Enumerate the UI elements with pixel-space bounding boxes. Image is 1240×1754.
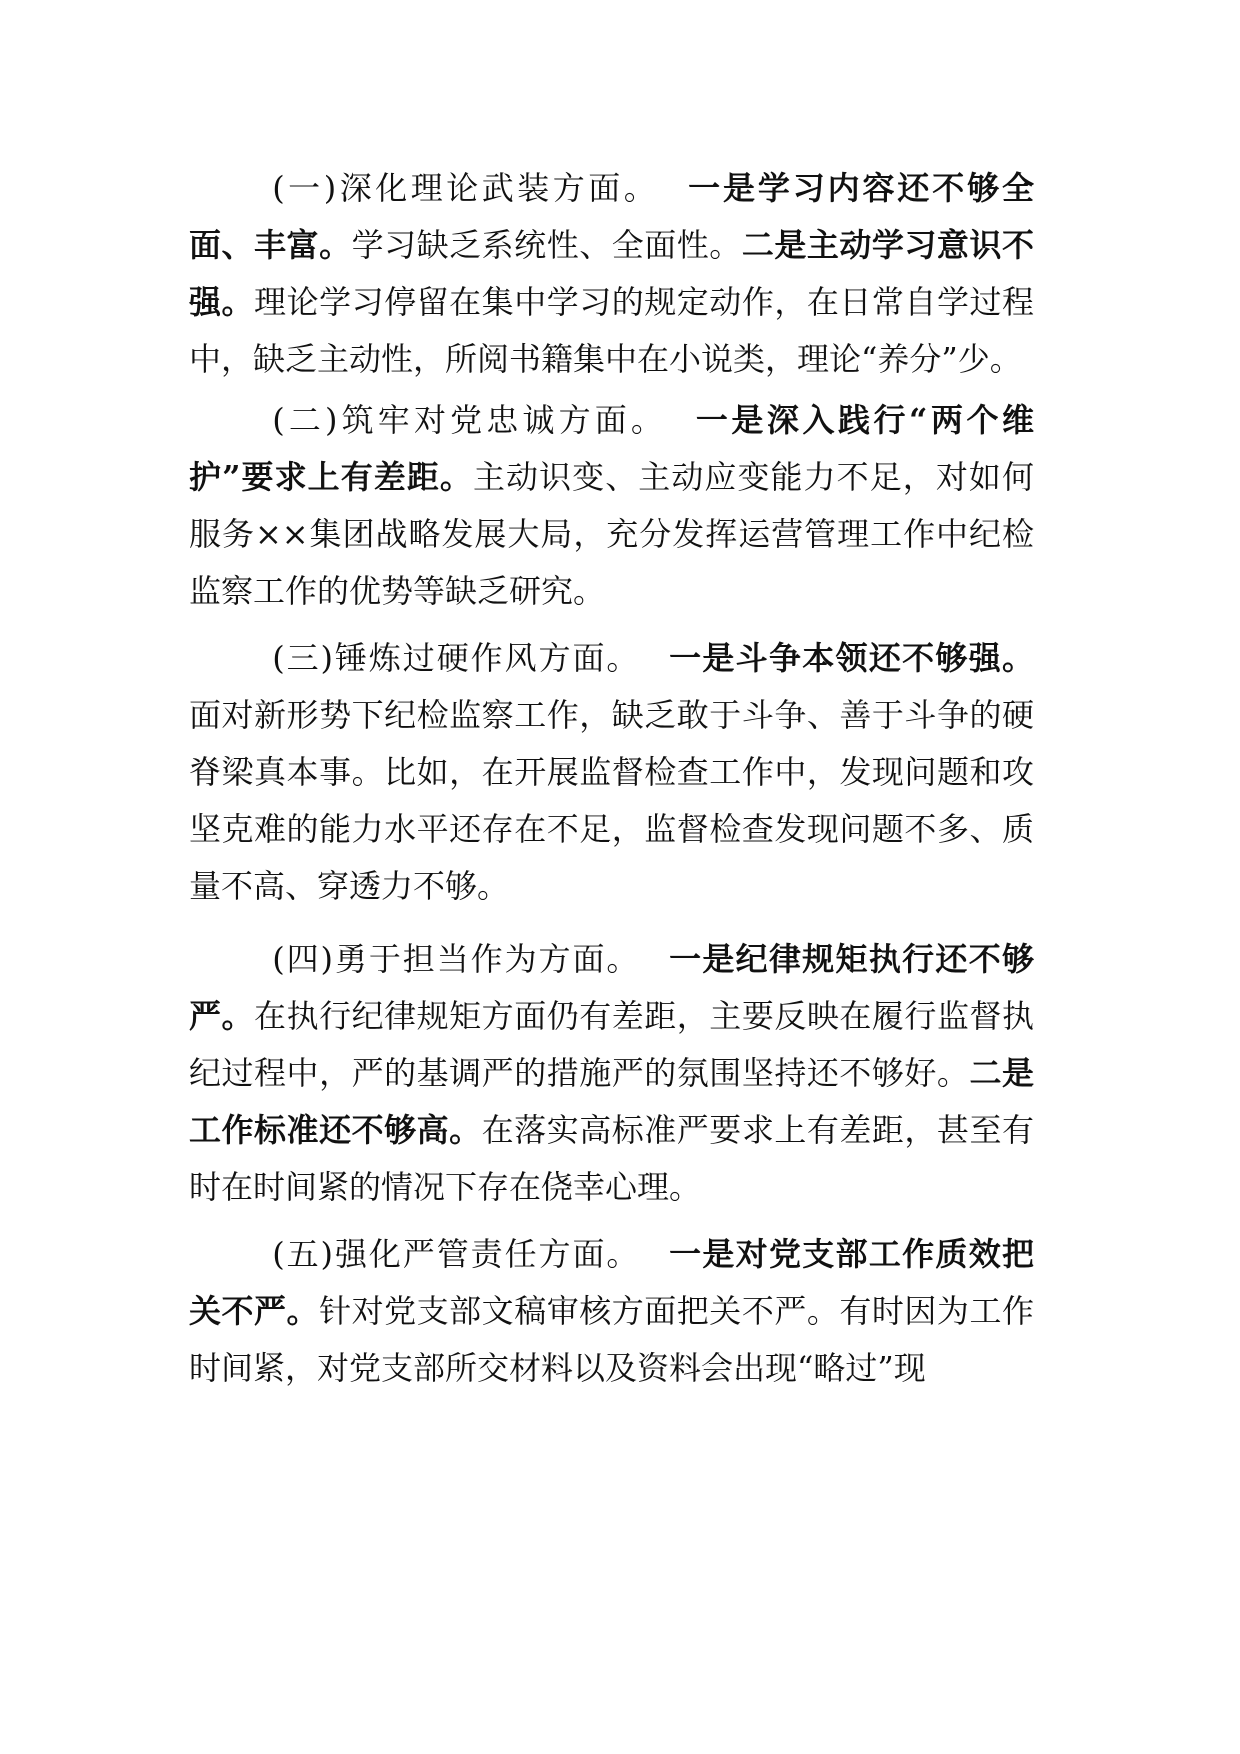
section-4-point-2-text: 在落实高标准严要求上有差距，甚至有时在时间紧的情况下存在侥幸心理。: [189, 1111, 1034, 1206]
section-2-heading: (二)筑牢对党忠诚方面。: [272, 401, 668, 439]
section-5-heading: (五)强化严管责任方面。: [272, 1235, 641, 1273]
section-4-paragraph: [189, 931, 1034, 1216]
section-5-point-1-title: 一是对党支部工作质效把关不严。: [189, 1235, 1034, 1330]
section-1-point-2-title: 二是主动学习意识不强。: [189, 226, 1034, 321]
section-3-paragraph: [189, 630, 1034, 915]
section-4-heading: (四)勇于担当作为方面。: [272, 940, 641, 978]
section-1-heading: (一)深化理论武装方面。: [272, 169, 660, 207]
section-2-point-1-text: 主动识变、主动应变能力不足，对如何服务××集团战略发展大局，充分发挥运营管理工作中纪检监察工作的优势等缺乏研究。: [189, 458, 1034, 610]
section-5-paragraph: [189, 1226, 1034, 1397]
section-5-point-1-text: 针对党支部文稿审核方面把关不严。有时因为工作时间紧，对党支部所交材料以及资料会出现“略过”现: [189, 1292, 1034, 1387]
section-3-heading: (三)锤炼过硬作风方面。: [272, 639, 641, 677]
section-2-paragraph: [189, 392, 1034, 620]
section-2-point-1-title: 一是深入践行“两个维护”要求上有差距。: [189, 401, 1034, 496]
document-body: [189, 160, 1034, 1397]
section-3-point-1-text: 面对新形势下纪检监察工作，缺乏敢于斗争、善于斗争的硬脊梁真本事。比如，在开展监督检查工作中，发现问题和攻坚克难的能力水平还存在不足，监督检查发现问题不多、质量不高、穿透力不够。: [189, 696, 1034, 905]
section-4-point-1-text: 在执行纪律规矩方面仍有差距，主要反映在履行监督执纪过程中，严的基调严的措施严的氛围坚持还不够好。: [189, 997, 1034, 1092]
section-4-point-1-title: 一是纪律规矩执行还不够严。: [189, 940, 1034, 1035]
section-1-point-1-title: 一是学习内容还不够全面、丰富。: [189, 169, 1034, 264]
section-3-point-1-title: 一是斗争本领还不够强。: [669, 639, 1034, 677]
section-1-point-2-text: 理论学习停留在集中学习的规定动作，在日常自学过程中，缺乏主动性，所阅书籍集中在小说类，理论“养分”少。: [189, 283, 1034, 378]
section-1-paragraph: [189, 160, 1034, 388]
section-4-point-2-title: 二是工作标准还不够高。: [189, 1054, 1034, 1149]
section-1-point-1-text: 学习缺乏系统性、全面性。: [351, 226, 742, 264]
